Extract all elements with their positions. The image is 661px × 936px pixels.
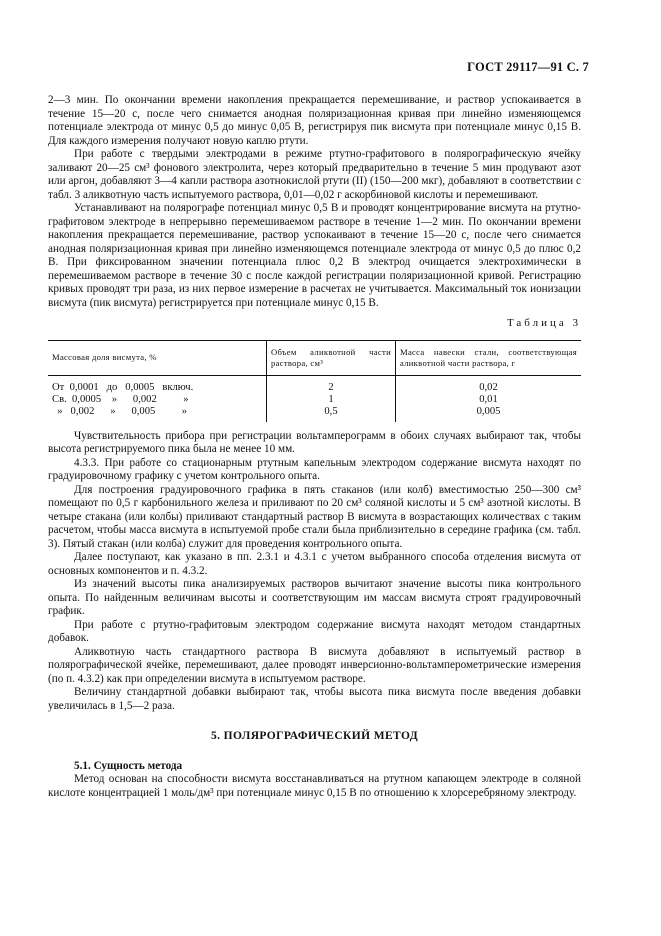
paragraph: Величину стандартной добавки выбирают так, чтобы высота пика висмута после введения добавки увеличилась в 1,5—2 раза.	[48, 686, 581, 712]
table-header-row	[48, 340, 581, 375]
table-cell: 2	[267, 375, 396, 394]
document-body	[48, 94, 581, 800]
paragraph: 2—3 мин. По окончании времени накопления прекращается перемешивание, и раствор успокаивается в течение 15—20 с, после чего снимается анодная поляризационная кривая при линейно изменяющемся потенциале электрода от минус 0,5 до минус 0,05 В, регистрируя пик висмута при потенциале минус 0,15 В. Для каждого измерения получают новую каплю ртути.	[48, 94, 581, 147]
table-3	[48, 340, 581, 422]
table-header-cell: Масса навески стали, соответствующая аликвотной части раствора, г	[396, 340, 582, 375]
table-header-cell: Массовая доля висмута, %	[48, 340, 267, 375]
table-row	[48, 375, 581, 394]
table-cell: От 0,0001 до 0,0005 включ.	[52, 381, 194, 393]
paragraph: Далее поступают, как указано в пп. 2.3.1 и 4.3.1 с учетом выбранного способа отделения висмута от основных компонентов и п. 4.3.2.	[48, 551, 581, 577]
table-cell: » 0,002 » 0,005 »	[52, 405, 188, 417]
table-cell: 0,02	[479, 381, 498, 393]
subsection-title: 5.1. Сущность метода	[74, 759, 183, 772]
table-cell: 0,005	[476, 405, 501, 417]
paragraph: При работе с ртутно-графитовым электродом содержание висмута находят методом стандартных добавок.	[48, 618, 581, 644]
table-cell: 1	[267, 394, 396, 406]
table-row	[48, 406, 581, 422]
paragraph: При работе с твердыми электродами в режиме ртутно-графитового в полярографическую ячейку заливают 20—25 см³ фонового электролита, через который предварительно в течение 5 мин продувают азот или аргон, добавляют 3—4 капли раствора азотнокислой ртути (II) (150—200 мкг), добавляют в соответствии с табл. 3 аликвотную часть испытуемого раствора, 0,01—0,02 г аскорбиновой кислоты и перемешивают.	[48, 148, 581, 201]
page-header: ГОСТ 29117—91 С. 7	[467, 60, 589, 74]
table-cell: 0,01	[479, 393, 498, 405]
table-caption: Таблица 3	[506, 317, 581, 329]
table-cell: 0,5	[267, 406, 396, 422]
paragraph: Из значений высоты пика анализируемых растворов вычитают значение высоты пика контрольного опыта. По найденным величинам высоты и соответствующим им массам висмута строят градуировочный график.	[48, 578, 581, 617]
paragraph: Чувствительность прибора при регистрации вольтамперограмм в обоих случаях выбирают так, чтобы высота регистрируемого пика была не менее 10 мм.	[48, 429, 581, 455]
paragraph: Метод основан на способности висмута восстанавливаться на ртутном капающем электроде в соляной кислоте концентрацией 1 моль/дм³ при потенциале минус 0,15 В по отношению к хлорсеребряному электроду.	[48, 773, 581, 799]
paragraph: Для построения градуировочного графика в пять стаканов (или колб) вместимостью 250—300 см³ помещают по 0,5 г карбонильного железа и приливают по 20 см³ соляной кислоты и 5 см³ азотной кислоты. В четыре стакана (или колбы) приливают стандартный раствор В висмута в возрастающих количествах с таким расчетом, чтобы масса висмута в испытуемой пробе стали была приблизительно в середине графика (см. табл. 3). Пятый стакан (или колба) служит для проведения контрольного опыта.	[48, 483, 581, 550]
paragraph: Аликвотную часть стандартного раствора В висмута добавляют в испытуемый раствор в полярографической ячейке, перемешивают, далее проводят инверсионно-вольтамперометрические измерения (по п. 4.3.2) как при определении висмута в испытуемом растворе.	[48, 645, 581, 685]
paragraph: 4.3.3. При работе со стационарным ртутным капельным электродом содержание висмута находят по градуировочному графику с учетом контрольного опыта.	[48, 456, 581, 482]
table-header-cell: Объем аликвотной части раствора, см³	[267, 340, 396, 375]
table-cell: Св. 0,0005 » 0,002 »	[52, 393, 189, 405]
table-row	[48, 394, 581, 406]
paragraph: Устанавливают на полярографе потенциал минус 0,5 В и проводят концентрирование висмута на ртутно-графитовом электроде в непрерывно перемешиваемом растворе в течение 1—2 мин. По окончании времени накопления прекращается перемешивание, раствор успокаивают в течение 15—20 с, после чего снимается анодная поляризационная кривая при линейно изменяющемся потенциале электрода от минус 0,5 до плюс 0,2 В. При фиксированном значении потенциала плюс 0,2 В электрод очищается электрохимически в перемешиваемом растворе в течение 30 с после каждой регистрации поляризационной кривой. Регистрацию кривых проводят три раза, из них первое измерение в расчетах не учитывается. Максимальный ток ионизации висмута (пик висмута) регистрируется при потенциале минус 0,15 В.	[48, 202, 581, 309]
section-title: 5. ПОЛЯРОГРАФИЧЕСКИЙ МЕТОД	[210, 730, 419, 742]
